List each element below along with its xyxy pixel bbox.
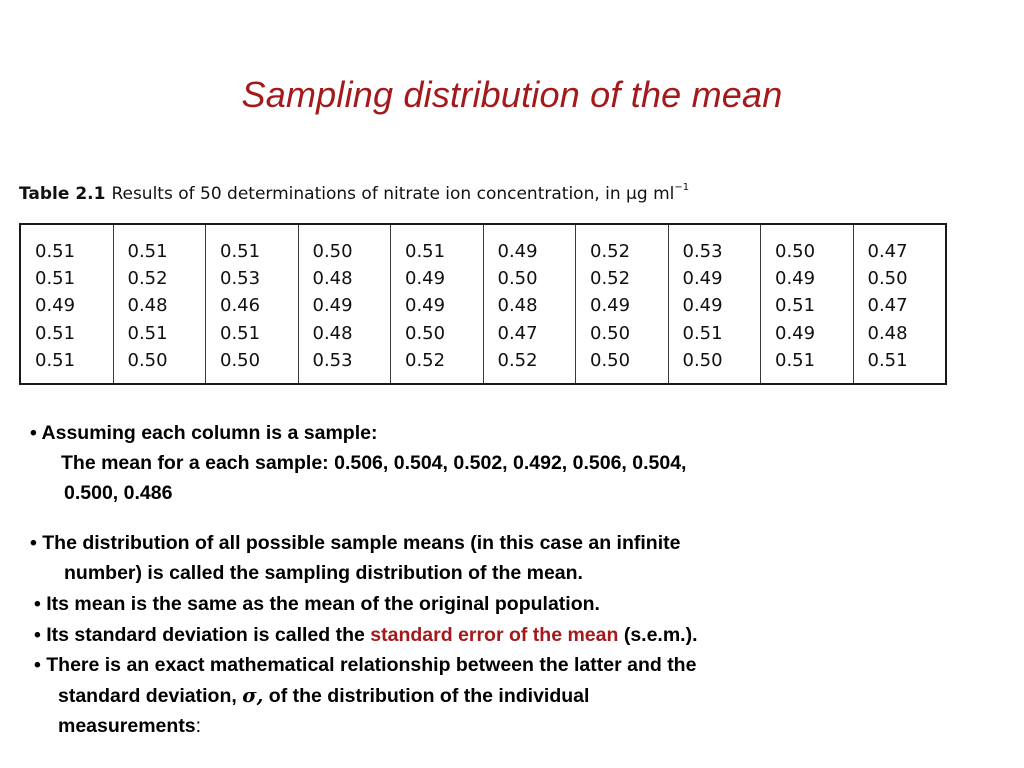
bullet-4 bbox=[34, 620, 698, 650]
table-cell: 0.51 bbox=[35, 268, 76, 290]
table-cell: 0.49 bbox=[497, 241, 538, 262]
bullet-1-line-1: • Assuming each column is a sample: bbox=[30, 422, 378, 444]
table-cell: 0.52 bbox=[590, 241, 631, 262]
table-cell: 0.48 bbox=[127, 295, 168, 317]
bullet-5-line-2-suffix: of the distribution of the individual bbox=[263, 685, 590, 707]
sigma-symbol: σ, bbox=[242, 684, 264, 707]
table-column bbox=[391, 225, 484, 383]
bullet-4-prefix: • Its standard deviation is called the bbox=[34, 624, 371, 646]
table-cell: 0.50 bbox=[312, 241, 353, 262]
bullet-5-line-1: • There is an exact mathematical relationship between the latter and the bbox=[34, 654, 697, 676]
table-cell: 0.49 bbox=[682, 295, 723, 317]
table-column bbox=[206, 225, 299, 383]
table-cell: 0.49 bbox=[682, 268, 723, 290]
table-column bbox=[114, 225, 207, 383]
table-column bbox=[576, 225, 669, 383]
table-column bbox=[299, 225, 392, 383]
bullet-5-line-3-text: measurements bbox=[58, 715, 196, 737]
table-cell: 0.53 bbox=[220, 268, 261, 290]
table-cell: 0.50 bbox=[220, 349, 261, 371]
table-cell: 0.53 bbox=[312, 349, 353, 371]
table-cell: 0.49 bbox=[312, 295, 353, 317]
table-cell: 0.50 bbox=[590, 322, 631, 344]
standard-error-highlight: standard error of the mean bbox=[370, 624, 619, 646]
table-cell: 0.47 bbox=[867, 241, 908, 262]
table-cell: 0.49 bbox=[590, 295, 631, 317]
table-cell: 0.51 bbox=[220, 241, 261, 262]
bullet-5-line-3 bbox=[58, 711, 201, 741]
table-cell: 0.51 bbox=[35, 322, 76, 344]
table-cell: 0.49 bbox=[775, 322, 816, 344]
table-cell: 0.51 bbox=[775, 349, 816, 371]
table-caption-text: Results of 50 determinations of nitrate ion concentration, in μg ml bbox=[111, 184, 675, 204]
table-cell: 0.52 bbox=[127, 268, 168, 290]
table-cell: 0.50 bbox=[867, 268, 908, 290]
table-cell: 0.51 bbox=[35, 241, 76, 262]
table-cell: 0.50 bbox=[497, 268, 538, 290]
table-cell: 0.50 bbox=[590, 349, 631, 371]
table-cell: 0.52 bbox=[497, 349, 538, 371]
bullet-1-line-2: The mean for a each sample: 0.506, 0.504, 0.502, 0.492, 0.506, 0.504, bbox=[61, 452, 687, 474]
table-cell: 0.51 bbox=[867, 349, 908, 371]
table-cell: 0.51 bbox=[682, 322, 723, 344]
bullet-2-line-1: • The distribution of all possible sample means (in this case an infinite bbox=[30, 532, 681, 554]
table-cell: 0.48 bbox=[312, 268, 353, 290]
table-cell: 0.48 bbox=[312, 322, 353, 344]
table-cell: 0.46 bbox=[220, 295, 261, 317]
table-cell: 0.49 bbox=[405, 295, 446, 317]
table-cell: 0.51 bbox=[220, 322, 261, 344]
table-column bbox=[854, 225, 946, 383]
table-caption bbox=[19, 184, 689, 204]
bullet-5-line-2-prefix: standard deviation, bbox=[58, 685, 243, 707]
table-cell: 0.52 bbox=[590, 268, 631, 290]
table-cell: 0.48 bbox=[867, 322, 908, 344]
table-label: Table 2.1 bbox=[19, 184, 106, 204]
bullet-1-line-3: 0.500, 0.486 bbox=[64, 482, 173, 504]
slide-title: Sampling distribution of the mean bbox=[241, 74, 783, 115]
table-column bbox=[21, 225, 114, 383]
table-cell: 0.49 bbox=[775, 268, 816, 290]
table-cell: 0.47 bbox=[497, 322, 538, 344]
table-cell: 0.51 bbox=[127, 241, 168, 262]
bullet-5-line-2 bbox=[58, 681, 589, 711]
table-column bbox=[761, 225, 854, 383]
bullet-5-line-3-colon: : bbox=[195, 715, 202, 737]
nitrate-data-table bbox=[19, 223, 947, 385]
table-cell: 0.47 bbox=[867, 295, 908, 317]
table-cell: 0.49 bbox=[35, 295, 76, 317]
table-column bbox=[669, 225, 762, 383]
table-cell: 0.49 bbox=[405, 268, 446, 290]
table-column bbox=[484, 225, 577, 383]
table-cell: 0.51 bbox=[35, 349, 76, 371]
table-cell: 0.53 bbox=[682, 241, 723, 262]
table-cell: 0.48 bbox=[497, 295, 538, 317]
table-cell: 0.50 bbox=[682, 349, 723, 371]
bullet-3: • Its mean is the same as the mean of the original population. bbox=[34, 593, 600, 615]
bullet-2-line-2: number) is called the sampling distribution of the mean. bbox=[64, 562, 583, 584]
bullet-4-suffix: (s.e.m.). bbox=[618, 624, 698, 646]
table-cell: 0.50 bbox=[775, 241, 816, 262]
table-cell: 0.51 bbox=[405, 241, 446, 262]
table-cell: 0.51 bbox=[775, 295, 816, 317]
table-cell: 0.50 bbox=[127, 349, 168, 371]
table-cell: 0.51 bbox=[127, 322, 168, 344]
table-caption-exponent: −1 bbox=[674, 182, 690, 194]
table-cell: 0.52 bbox=[405, 349, 446, 371]
table-cell: 0.50 bbox=[405, 322, 446, 344]
